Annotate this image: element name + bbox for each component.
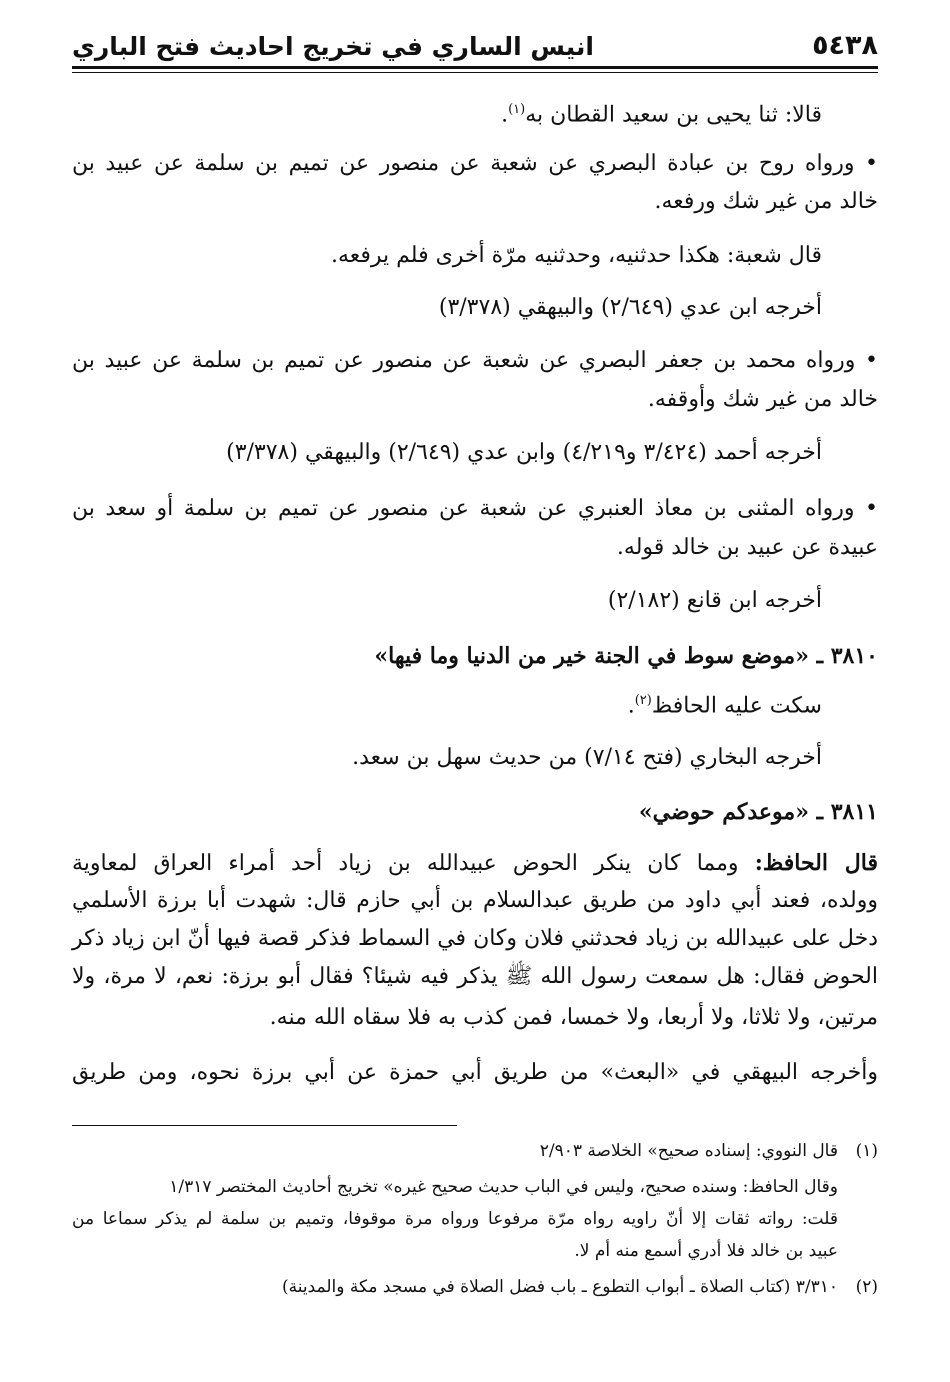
page-number: ٥٤٣٨ — [812, 30, 878, 61]
text-line: أخرجه البخاري (فتح ٧/١٤) من حديث سهل بن سعد. — [352, 745, 822, 770]
text-line: خالد من غير شك وأوقفه. — [647, 387, 878, 412]
text-line — [72, 848, 878, 879]
text-line: أخرجه ابن قانع (٢/١٨٢) — [607, 588, 822, 613]
text-line: أخرجه أحمد (٣/٤٢٤ و٤/٢١٩) وابن عدي (٢/٦٤٩) والبيهقي (٣/٣٧٨) — [226, 440, 822, 465]
header-rule-thin — [72, 72, 878, 73]
page-header — [72, 22, 878, 68]
line-text: سكت عليه الحافظ — [651, 693, 822, 719]
hadith-heading: ٣٨١٠ ـ «موضع سوط في الجنة خير من الدنيا وما فيها» — [374, 643, 878, 669]
footnote-text: قلت: رواته ثقات إلا أنّ راويه رواه مرّة مرفوعا ورواه مرة موقوفا، وتميم بن سلمة لم يذكر سماعا من — [72, 1209, 838, 1229]
footnote-text: عبيد بن خالد فلا أدري أسمع منه أم لا. — [574, 1241, 838, 1261]
header-rule-thick — [72, 66, 878, 69]
text-line: • ورواه المثنى بن معاذ العنبري عن شعبة عن منصور عن تميم بن سلمة أو سعد بن — [72, 496, 878, 521]
footnote-ref: (١) — [508, 102, 526, 117]
line-text: قالا: ثنا يحيى بن سعيد القطان به — [525, 102, 822, 128]
footnote-text: قال النووي: إسناده صحيح» الخلاصة ٢/٩٠٣ — [539, 1141, 838, 1161]
text-line: مرتين، ولا ثلاثا، ولا أربعا، ولا خمسا، فمن كذب به فلا سقاه الله منه. — [269, 1005, 878, 1030]
text-line: سكت عليه الحافظ$^{(٢)}$. — [627, 693, 822, 719]
text-line: وأخرجه البيهقي في «البعث» من طريق أبي حمزة عن أبي برزة نحوه، ومن طريق — [72, 1060, 878, 1085]
text-line: وولده، فعند أبي داود من طريق عبدالسلام بن أبي حازم قال: شهدت أبا برزة الأسلمي — [72, 888, 878, 913]
text-line: دخل على عبيدالله بن زياد فحدثني فلان وكان في السماط فذكر قصة فيها أنّ ابن زياد ذكر — [72, 926, 878, 951]
text-line: قالا: ثنا يحيى بن سعيد القطان به$^{(١)}$. — [501, 102, 822, 128]
text-line: الحوض فقال: هل سمعت رسول الله ﷺ يذكر فيه شيئا؟ فقال أبو برزة: نعم، لا مرة، ولا — [72, 964, 878, 989]
text-line: عبيدة عن عبيد بن خالد قوله. — [616, 535, 878, 560]
text-line: قال شعبة: هكذا حدثنيه، وحدثنيه مرّة أخرى فلم يرفعه. — [330, 243, 822, 268]
text-line: • ورواه روح بن عبادة البصري عن شعبة عن منصور عن تميم بن سلمة عن عبيد بن — [72, 151, 878, 176]
hadith-heading: ٣٨١١ ـ «موعدكم حوضي» — [638, 799, 878, 825]
text-line: خالد من غير شك ورفعه. — [654, 189, 878, 214]
text-line: • ورواه محمد بن جعفر البصري عن شعبة عن منصور عن تميم بن سلمة عن عبيد بن — [72, 348, 878, 373]
running-title: انيس الساري في تخريج احاديث فتح الباري — [72, 32, 594, 61]
footnote-text: ٣/٣١٠ (كتاب الصلاة ـ أبواب التطوع ـ باب فضل الصلاة في مسجد مكة والمدينة) — [282, 1277, 838, 1297]
hafiz-label: قال الحافظ: — [754, 850, 879, 876]
footnote-rule — [72, 1125, 457, 1126]
text-line: أخرجه ابن عدي (٢/٦٤٩) والبيهقي (٣/٣٧٨) — [438, 295, 822, 320]
footnote-number: (٢) — [855, 1277, 878, 1297]
footnote-ref: (٢) — [634, 693, 652, 708]
line-text: ومما كان ينكر الحوض عبيدالله بن زياد أحد أمراء العراق لمعاوية — [72, 851, 739, 876]
footnote-number: (١) — [855, 1141, 878, 1161]
footnote-text: وقال الحافظ: وسنده صحيح، وليس في الباب حديث صحيح غيره» تخريج أحاديث المختصر ١/٣١٧ — [169, 1177, 838, 1197]
